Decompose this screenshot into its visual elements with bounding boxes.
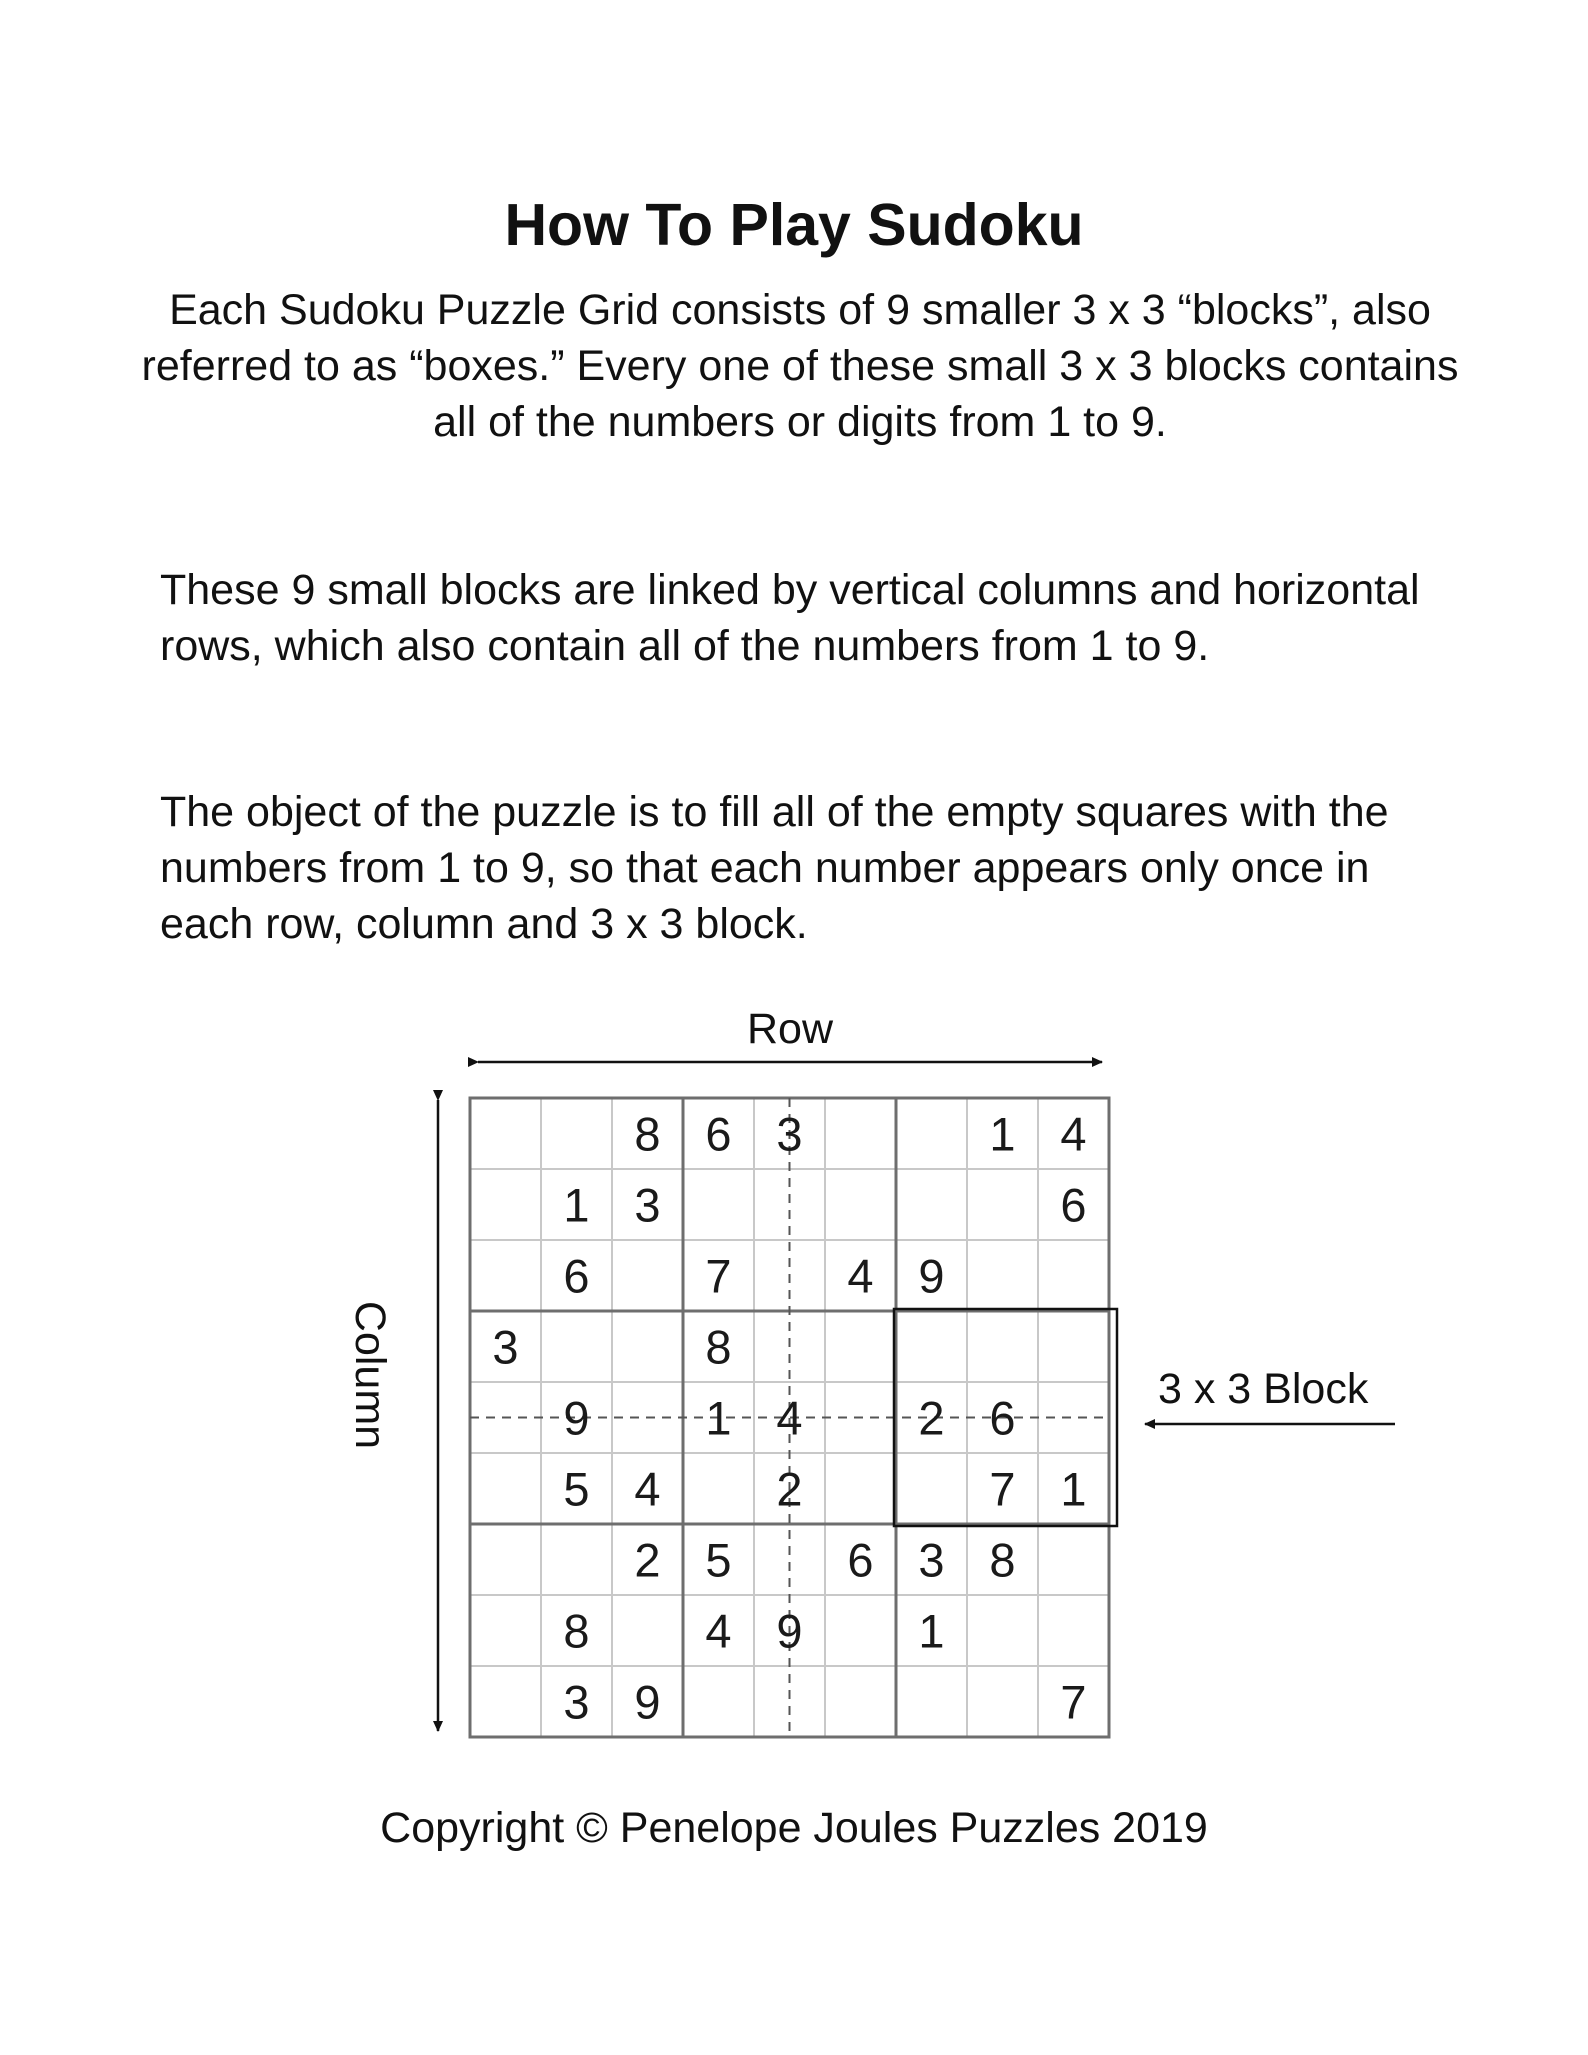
cell-number: 3 (634, 1178, 661, 1232)
cell-number: 1 (989, 1107, 1016, 1161)
cell-number: 5 (705, 1533, 732, 1587)
cell-number: 9 (918, 1249, 945, 1303)
cell-number: 2 (634, 1533, 661, 1587)
cell-number: 6 (989, 1391, 1016, 1445)
row-label: Row (746, 1005, 834, 1053)
cell-number: 6 (705, 1107, 732, 1161)
cell-number: 8 (989, 1533, 1016, 1587)
cell-number: 4 (1060, 1107, 1087, 1161)
cell-number: 4 (705, 1604, 732, 1658)
cell-number: 3 (918, 1533, 945, 1587)
cell-number: 4 (634, 1462, 661, 1516)
cell-number: 6 (1060, 1178, 1087, 1232)
cell-number: 2 (776, 1462, 803, 1516)
cell-number: 5 (563, 1462, 590, 1516)
cell-number: 1 (1060, 1462, 1087, 1516)
cell-number: 3 (776, 1107, 803, 1161)
cell-number: 1 (563, 1178, 590, 1232)
sudoku-grid (470, 1098, 1117, 1737)
cell-number: 4 (776, 1391, 803, 1445)
cell-number: 7 (1060, 1675, 1087, 1729)
cell-number: 9 (776, 1604, 803, 1658)
cell-number: 6 (847, 1533, 874, 1587)
objective-paragraph: The object of the puzzle is to fill all of the empty squares with the numbers from 1 to 9, so that each number appears only once in each row, column and 3 x 3 block. (160, 788, 1389, 948)
links-paragraph: These 9 small blocks are linked by vertical columns and horizontal rows, which also contain all of the numbers from 1 to 9. (160, 566, 1420, 670)
cell-number: 8 (563, 1604, 590, 1658)
intro-paragraph: Each Sudoku Puzzle Grid consists of 9 smaller 3 x 3 “blocks”, also referred to as “boxes.” Every one of these small 3 x 3 blocks contains all of the numbers or digits from 1 to 9. (141, 286, 1459, 446)
copyright-notice: Copyright © Penelope Joules Puzzles 2019 (380, 1804, 1208, 1852)
cell-number: 3 (563, 1675, 590, 1729)
column-label: Column (346, 1300, 394, 1450)
cell-number: 8 (705, 1320, 732, 1374)
cell-number: 4 (847, 1249, 874, 1303)
cell-number: 7 (989, 1462, 1016, 1516)
cell-number: 9 (634, 1675, 661, 1729)
cell-number: 1 (918, 1604, 945, 1658)
cell-number: 2 (918, 1391, 945, 1445)
cell-number: 8 (634, 1107, 661, 1161)
cell-number: 6 (563, 1249, 590, 1303)
block-label: 3 x 3 Block (1158, 1365, 1369, 1413)
cell-number: 1 (705, 1391, 732, 1445)
cell-number: 3 (492, 1320, 519, 1374)
cell-number: 7 (705, 1249, 732, 1303)
page-title: How To Play Sudoku (504, 192, 1084, 258)
cell-number: 9 (563, 1391, 590, 1445)
